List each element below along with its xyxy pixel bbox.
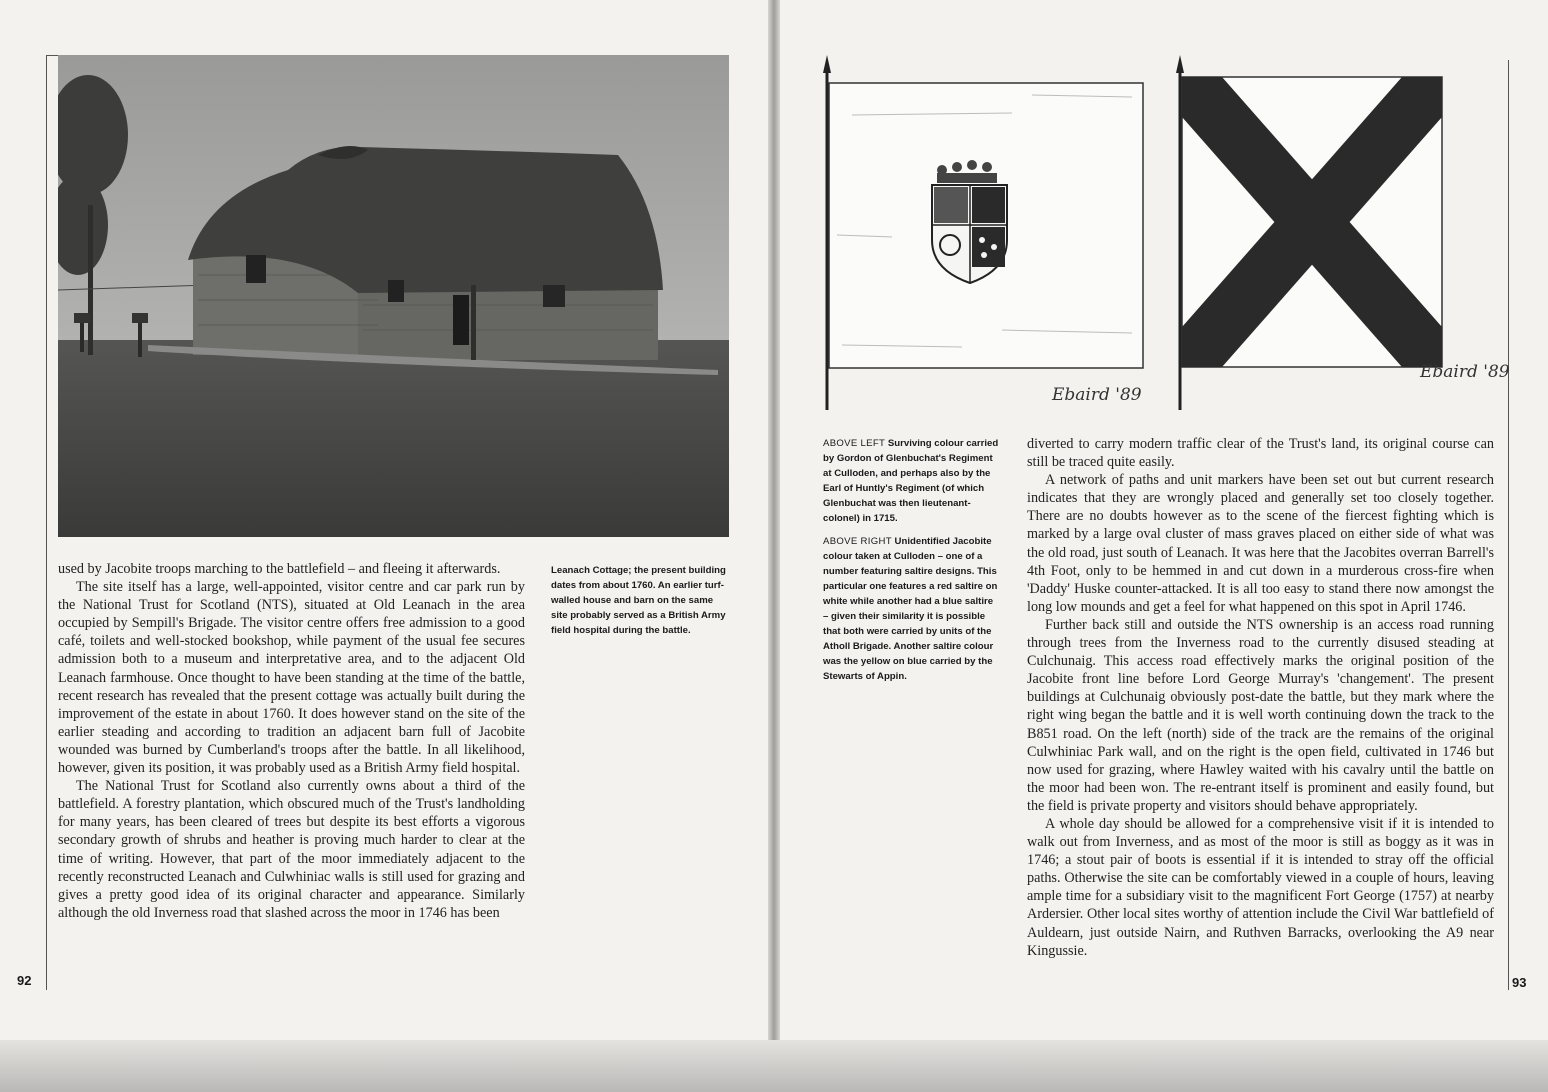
- flag-captions: [823, 436, 1001, 692]
- right-margin-rule: [1508, 60, 1509, 990]
- book-gutter: [768, 0, 780, 1092]
- left-body-text: [58, 560, 525, 922]
- artist-signature-left: Ebaird '89: [1052, 385, 1142, 405]
- caption-above-left: [823, 436, 1001, 526]
- left-paragraph: The site itself has a large, well-appointed, visitor centre and car park run by the National Trust for Scotland (NTS), situated at Old Leanach in the area occupied by Sempill's Brigade. The visitor centre offers free admission to a good café, toilets and well-stocked bookshop, while payment of the usual fee secures admission both to a museum and interpretative area, and to the adjacent Old Leanach farmhouse. Once thought to have been standing at the time of the battle, recent research has revealed that the present cottage was actually built during the improvement of the estate in about 1760. It does however stand on the site of the earlier steading and according to tradition an adjacent barn full of Jacobite wounded was burned by Cumberland's troops after the battle. In all likelihood, however, given its position, it was probably used as a British Army field hospital.: [58, 579, 525, 777]
- caption-text: Unidentified Jacobite colour taken at Culloden – one of a number featuring saltire designs. This particular one features a red saltire on white while another had a blue saltire – given their similarity it is possible that both were carried by units of the Atholl Brigade. Another saltire colour was the yellow on blue carried by the Stewarts of Appin.: [823, 536, 998, 682]
- caption-above-right: [823, 534, 1001, 684]
- page-number-right: 93: [1512, 975, 1527, 990]
- caption-text: Surviving colour carried by Gordon of Glenbuchat's Regiment at Culloden, and perhaps also by the Earl of Huntly's Regiment (of which Glenbuchat was then lieutenant-colonel) in 1715.: [823, 438, 999, 524]
- left-paragraph: used by Jacobite troops marching to the battlefield – and fleeing it afterwards.: [58, 561, 501, 577]
- glenbuchat-colour-flag: [812, 55, 1152, 420]
- artist-signature-right: Ebaird '89: [1420, 362, 1510, 382]
- right-paragraph: A network of paths and unit markers have been set out but current research indicates that they are wrongly placed and generally set too closely together. There are no doubts however as to the scene of the fiercest fighting which is marked by a large oval cluster of mass graves placed on either side of what was the old road, just south of Leanach. It was here that the Jacobites overran Barrell's 4th Foot, only to be hemmed in and cut down in a murderous cross-fire when 'Daddy' Huske counter-attacked. It is all too easy to stand there now amongst the long low mounds and get a feel for what happened on this spot in April 1746.: [1027, 472, 1494, 615]
- left-margin-rule: [46, 55, 47, 990]
- right-paragraph: A whole day should be allowed for a comprehensive visit if it is intended to walk out from Inverness, and as most of the moor is still as boggy as it was in 1746; a stout pair of boots is essential if it is intended to stray off the official paths. Otherwise the site can be comfortably viewed in a couple of hours, leaving ample time for a subsidiary visit to the magnificent Fort George (1757) at nearby Ardersier. Other local sites worthy of attention include the Civil War battlefield of Auldearn, just outside Nairn, and Ruthven Barracks, overlooking the A9 near Kingussie.: [1027, 815, 1494, 959]
- saltire-colour-flag: [1170, 55, 1460, 420]
- right-body-text: [1027, 435, 1494, 960]
- photo-caption-text: Leanach Cottage; the present building dates from about 1760. An earlier turf-walled house and barn on the same site probably served as a British Army field hospital during the battle.: [551, 565, 726, 636]
- right-paragraph: diverted to carry modern traffic clear of the Trust's land, its original course can still be traced quite easily.: [1027, 436, 1494, 471]
- left-paragraph: The National Trust for Scotland also currently owns about a third of the battlefield. A forestry plantation, which obscured much of the Trust's landholding for many years, has been cleared of trees but despite its best efforts a vigorous secondary growth of shrubs and heather is proving much harder to clear at the time of writing. However, that part of the moor immediately adjacent to the recently reconstructed Leanach and Culwhiniac walls is still used for grazing and gives a pretty good idea of its original character and appearance. Similarly although the old Inverness road that slashed across the moor in 1746 has been: [58, 778, 525, 921]
- right-paragraph: Further back still and outside the NTS ownership is an access road running through trees from the Inverness road to the currently disused steading at Culchunaig. This access road effectively marks the original position of the Jacobite front line before Lord George Murray's 'changement'. The present buildings at Culchunaig obviously post-date the battle, but they mark where the right wing began the battle and it is well worth continuing down the track to the B851 road. On the left (north) side of the track are the remains of the original Culwhiniac Park wall, and on the right is the open field, cultivated in 1746 but now used for grazing, where Hawley waited with his cavalry until the battle on the moor had been won. The re-entrant itself is prominent and easily found, but the field is private property and visitors should behave appropriately.: [1027, 616, 1494, 814]
- caption-label: ABOVE RIGHT: [823, 536, 892, 547]
- caption-label: ABOVE LEFT: [823, 438, 886, 449]
- page-bottom-shadow: [0, 1040, 1548, 1092]
- page-number-left: 92: [17, 973, 32, 988]
- leanach-cottage-photo: [58, 55, 729, 537]
- photo-caption: [551, 563, 727, 646]
